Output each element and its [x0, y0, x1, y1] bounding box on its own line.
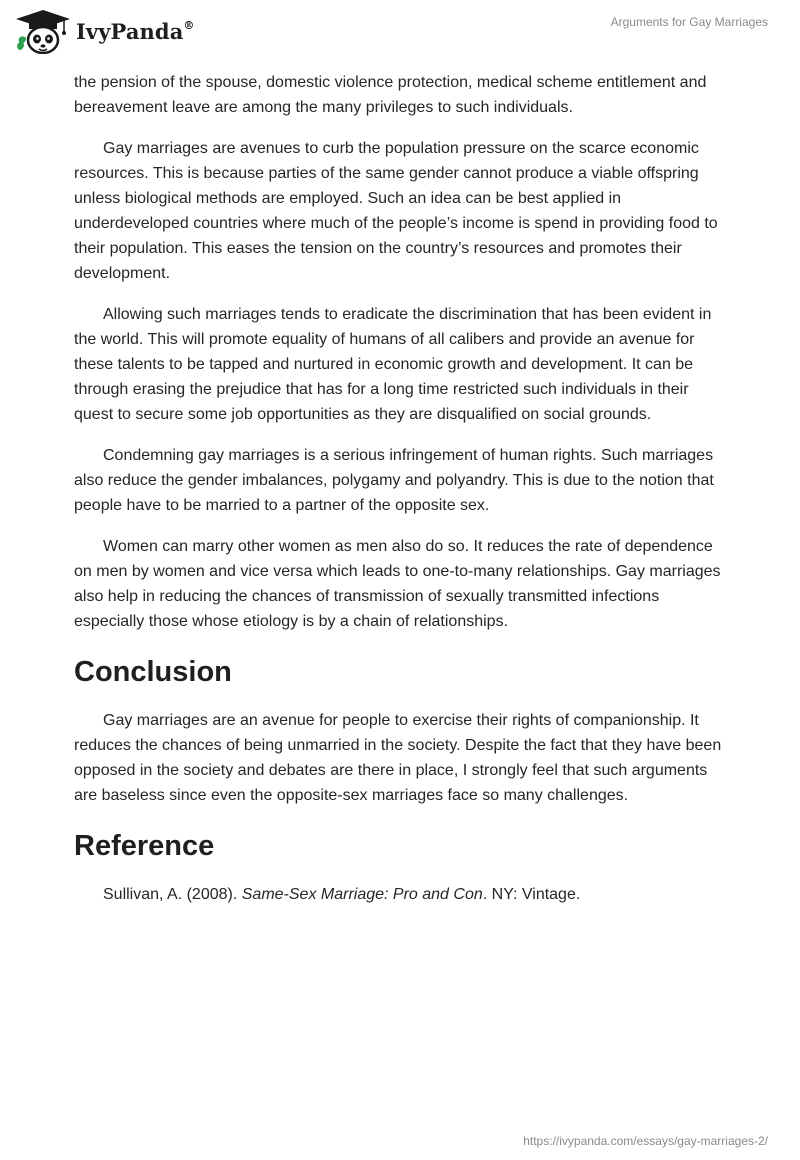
essay-body — [74, 70, 728, 923]
reference-heading: Reference — [74, 830, 215, 862]
conclusion-heading: Conclusion — [74, 656, 232, 688]
ivypanda-logo[interactable] — [14, 8, 195, 54]
paragraph-continuation: the pension of the spouse, domestic violence protection, medical scheme entitlement and bereavement leave are among the many privileges to such individuals. — [74, 74, 707, 116]
paragraph-discrimination: Allowing such marriages tends to eradicate the discrimination that has been evident in the world. This will promote equality of humans of all calibers and provide an avenue for these talents to be tapped and nurtured in economic growth and development. It can be through erasing the prejudice that has for a long time restricted such individuals in their quest to secure some job opportunities as they are disqualified on social grounds. — [74, 306, 712, 423]
paragraph-population: Gay marriages are avenues to curb the population pressure on the scarce economic resources. This is because parties of the same gender cannot produce a viable offspring unless biological methods are employed. Such an idea can be best applied in underdeveloped countries where much of the people’s income is spend in providing food to their population. This eases the tension on the country’s resources and promotes their development. — [74, 140, 718, 282]
reference-entry: Sullivan, A. (2008). Same-Sex Marriage: Pro and Con. NY: Vintage. — [103, 886, 581, 903]
paragraph-human-rights: Condemning gay marriages is a serious infringement of human rights. Such marriages also reduce the gender imbalances, polygamy and polyandry. This is due to the notion that people have to be married to a partner of the opposite sex. — [74, 447, 714, 514]
paragraph-dependence: Women can marry other women as men also do so. It reduces the rate of dependence on men by women and vice versa which leads to one-to-many relationships. Gay marriages also help in reducing the chances of transmission of sexually transmitted infections especially those whose etiology is by a chain of relationships. — [74, 538, 721, 630]
panda-graduate-icon — [14, 8, 72, 54]
document-title: Arguments for Gay Marriages — [610, 15, 768, 29]
source-url[interactable]: https://ivypanda.com/essays/gay-marriages-2/ — [523, 1134, 768, 1148]
brand-name: IvyPanda® — [76, 18, 195, 44]
reference-book-title: Same-Sex Marriage: Pro and Con — [241, 886, 483, 903]
page-header — [0, 0, 800, 70]
conclusion-paragraph: Gay marriages are an avenue for people to exercise their rights of companionship. It reduces the chances of being unmarried in the society. Despite the fact that they have been opposed in the society and debates are there in place, I strongly feel that such arguments are baseless since even the opposite-sex marriages face so many challenges. — [74, 712, 722, 804]
